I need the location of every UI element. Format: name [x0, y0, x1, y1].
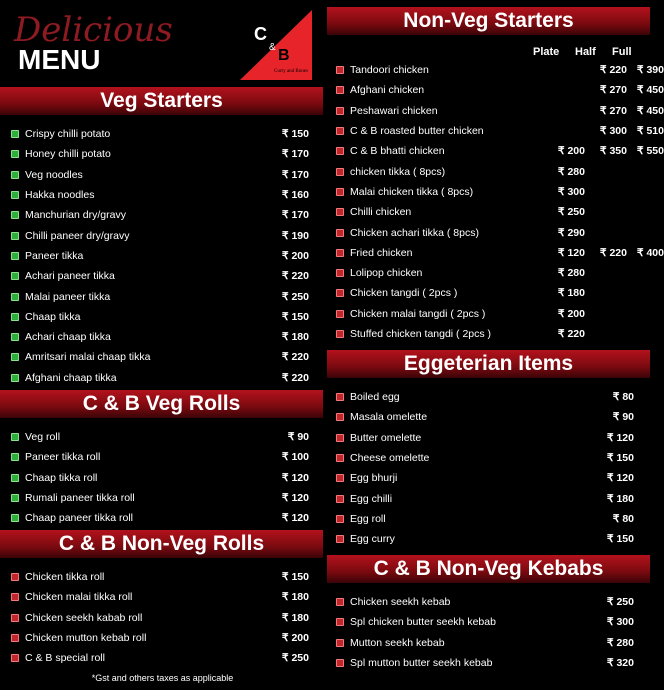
item-name: Lolipop chicken — [350, 267, 423, 280]
price-plate: ₹ 120 — [557, 246, 585, 259]
svg-text:Curry and Bones: Curry and Bones — [274, 69, 308, 74]
section-kebabs-title: C & B Non-Veg Kebabs — [327, 555, 650, 583]
price-half: ₹ 300 — [599, 125, 627, 138]
bullet-icon — [11, 333, 19, 341]
item-name: Boiled egg — [350, 391, 400, 404]
menu-item — [0, 165, 325, 185]
menu-item — [325, 202, 650, 222]
menu-item — [325, 324, 650, 344]
section-veg-starters-title: Veg Starters — [0, 87, 323, 115]
item-name: Chicken tangdi ( 2pcs ) — [350, 287, 458, 300]
menu-item — [325, 182, 650, 202]
price-half: ₹ 220 — [599, 246, 627, 259]
item-name: Malai chicken tikka ( 8pcs) — [350, 185, 474, 198]
item-name: Rumali paneer tikka roll — [25, 492, 135, 505]
menu-item — [325, 80, 664, 100]
menu-item — [325, 468, 650, 488]
item-price: ₹ 120 — [281, 512, 309, 525]
item-name: Peshawari chicken — [350, 104, 438, 117]
menu-item — [0, 144, 325, 164]
bullet-icon — [11, 654, 19, 662]
item-name: Hakka noodles — [25, 189, 95, 202]
item-name: Paneer tikka — [25, 249, 84, 262]
bullet-icon — [11, 514, 19, 522]
item-price: ₹ 150 — [281, 571, 309, 584]
item-name: Fried chicken — [350, 246, 413, 259]
menu-item — [0, 447, 325, 467]
price-plate: ₹ 200 — [557, 307, 585, 320]
menu-item — [0, 427, 325, 447]
item-price: ₹ 90 — [612, 411, 634, 424]
bullet-icon — [11, 433, 19, 441]
menu-item — [325, 509, 650, 529]
price-plate: ₹ 200 — [557, 145, 585, 158]
item-price: ₹ 150 — [606, 533, 634, 546]
bullet-icon — [336, 86, 344, 94]
bullet-icon — [336, 310, 344, 318]
bullet-icon — [11, 252, 19, 260]
menu-item — [0, 488, 325, 508]
item-price: ₹ 180 — [606, 492, 634, 505]
menu-item — [325, 161, 650, 181]
menu-item — [0, 587, 325, 607]
item-price: ₹ 120 — [606, 431, 634, 444]
bullet-icon — [11, 374, 19, 382]
right-column — [325, 0, 664, 690]
kebabs-list — [325, 592, 650, 673]
bullet-icon — [11, 211, 19, 219]
item-name: Chicken malai tangdi ( 2pcs ) — [350, 307, 486, 320]
price-half: ₹ 220 — [599, 64, 627, 77]
price-plate: ₹ 220 — [557, 328, 585, 340]
menu-item — [0, 368, 325, 388]
bullet-icon — [11, 171, 19, 179]
item-price: ₹ 120 — [281, 492, 309, 505]
bullet-icon — [336, 168, 344, 176]
menu-item — [325, 407, 650, 427]
menu-item — [0, 286, 325, 306]
section-veg-rolls-title: C & B Veg Rolls — [0, 390, 323, 418]
item-price: ₹ 120 — [606, 472, 634, 485]
item-name: C & B roasted butter chicken — [350, 125, 484, 138]
item-price: ₹ 100 — [281, 451, 309, 464]
item-name: Chicken achari tikka ( 8pcs) — [350, 226, 479, 239]
menu-item — [325, 592, 650, 612]
left-column — [0, 0, 325, 690]
price-full: ₹ 450 — [636, 84, 664, 97]
price-plate: ₹ 250 — [557, 206, 585, 219]
menu-item — [0, 266, 325, 286]
bullet-icon — [336, 229, 344, 237]
item-price: ₹ 200 — [281, 249, 309, 262]
bullet-icon — [336, 269, 344, 277]
item-name: C & B bhatti chicken — [350, 145, 445, 158]
menu-item — [325, 222, 650, 242]
svg-text:C: C — [254, 24, 267, 44]
item-name: Spl mutton butter seekh kebab — [350, 657, 493, 670]
menu-item — [0, 327, 325, 347]
bullet-icon — [11, 313, 19, 321]
section-egg-title: Eggeterian Items — [327, 350, 650, 378]
section-nonveg-rolls-title: C & B Non-Veg Rolls — [0, 530, 323, 558]
item-price: ₹ 150 — [281, 310, 309, 323]
price-plate: ₹ 300 — [557, 185, 585, 198]
menu-item — [325, 612, 650, 632]
title-main: MENU — [18, 44, 101, 75]
bullet-icon — [336, 474, 344, 482]
svg-text:&: & — [269, 42, 276, 53]
bullet-icon — [336, 618, 344, 626]
bullet-icon — [336, 393, 344, 401]
menu-item — [0, 347, 325, 367]
column-header-plate: Plate — [533, 46, 560, 58]
item-name: Veg roll — [25, 431, 61, 444]
bullet-icon — [11, 573, 19, 581]
item-price: ₹ 200 — [281, 632, 309, 645]
bullet-icon — [336, 598, 344, 606]
item-price: ₹ 320 — [606, 657, 634, 670]
item-price: ₹ 80 — [612, 512, 634, 525]
bullet-icon — [336, 495, 344, 503]
bullet-icon — [11, 494, 19, 502]
bullet-icon — [336, 330, 344, 338]
menu-item — [325, 304, 650, 324]
menu-item — [0, 205, 325, 225]
menu-item — [0, 307, 325, 327]
menu-item — [325, 141, 664, 161]
item-price: ₹ 300 — [606, 616, 634, 629]
price-full: ₹ 510 — [636, 125, 664, 138]
bullet-icon — [336, 147, 344, 155]
menu-item — [325, 243, 664, 263]
menu-item — [325, 263, 650, 283]
item-name: chicken tikka ( 8pcs) — [350, 165, 446, 178]
price-half: ₹ 350 — [599, 145, 627, 158]
bullet-icon — [11, 634, 19, 642]
item-name: Egg chilli — [350, 492, 393, 505]
item-price: ₹ 180 — [281, 611, 309, 624]
menu-item — [0, 468, 325, 488]
item-name: Egg bhurji — [350, 472, 398, 485]
bullet-icon — [336, 188, 344, 196]
bullet-icon — [336, 289, 344, 297]
menu-item — [0, 628, 325, 648]
item-price: ₹ 280 — [606, 636, 634, 649]
item-price: ₹ 150 — [281, 128, 309, 141]
item-price: ₹ 220 — [281, 371, 309, 384]
bullet-icon — [336, 413, 344, 421]
menu-item — [0, 246, 325, 266]
bullet-icon — [336, 535, 344, 543]
price-half: ₹ 270 — [599, 84, 627, 97]
bullet-icon — [336, 659, 344, 667]
menu-item — [325, 633, 650, 653]
bullet-icon — [336, 107, 344, 115]
menu-item — [0, 185, 325, 205]
item-name: Chilli paneer dry/gravy — [25, 229, 130, 242]
item-name: Honey chilli potato — [25, 148, 111, 161]
bullet-icon — [336, 208, 344, 216]
svg-text:B: B — [278, 47, 290, 64]
bullet-icon — [11, 272, 19, 280]
item-price: ₹ 180 — [281, 591, 309, 604]
menu-item — [0, 608, 325, 628]
column-header-full: Full — [612, 46, 632, 58]
item-price: ₹ 90 — [287, 431, 309, 444]
price-plate: ₹ 280 — [557, 165, 585, 178]
item-name: Mutton seekh kebab — [350, 636, 445, 649]
item-name: Chicken malai tikka roll — [25, 591, 133, 604]
item-name: Manchurian dry/gravy — [25, 209, 126, 222]
menu-item — [325, 283, 650, 303]
bullet-icon — [11, 293, 19, 301]
item-name: Afghani chaap tikka — [25, 371, 117, 384]
item-name: Achari paneer tikka — [25, 270, 115, 283]
logo — [240, 10, 312, 80]
menu-item — [325, 101, 664, 121]
bullet-icon — [11, 474, 19, 482]
item-name: Chaap tikka — [25, 310, 81, 323]
item-name: Chaap tikka roll — [25, 471, 98, 484]
item-price: ₹ 250 — [606, 596, 634, 609]
item-name: Egg roll — [350, 512, 386, 525]
bullet-icon — [11, 353, 19, 361]
item-price: ₹ 250 — [281, 290, 309, 303]
item-price: ₹ 120 — [281, 471, 309, 484]
item-name: Spl chicken butter seekh kebab — [350, 616, 496, 629]
item-price: ₹ 80 — [612, 391, 634, 404]
item-name: Amritsari malai chaap tikka — [25, 351, 151, 364]
item-name: Egg curry — [350, 533, 395, 546]
footnote: *Gst and others taxes as applicable — [91, 673, 234, 683]
item-name: Veg noodles — [25, 168, 83, 181]
bullet-icon — [11, 130, 19, 138]
item-name: Chicken seekh kabab roll — [25, 611, 143, 624]
item-name: C & B special roll — [25, 652, 105, 665]
item-name: Afghani chicken — [350, 84, 425, 97]
item-name: Tandoori chicken — [350, 64, 429, 77]
bullet-icon — [11, 593, 19, 601]
item-name: Chicken seekh kebab — [350, 596, 451, 609]
menu-item — [325, 653, 650, 673]
item-price: ₹ 170 — [281, 168, 309, 181]
item-price: ₹ 250 — [281, 652, 309, 665]
menu-item — [325, 529, 650, 549]
egg-items-list — [325, 387, 650, 549]
section-nonveg-starters-title: Non-Veg Starters — [327, 7, 650, 35]
price-full: ₹ 550 — [636, 145, 664, 158]
price-full: ₹ 450 — [636, 104, 664, 117]
bullet-icon — [336, 434, 344, 442]
bullet-icon — [11, 191, 19, 199]
nonveg-rolls-list — [0, 567, 325, 668]
price-full: ₹ 390 — [636, 64, 664, 77]
item-price: ₹ 220 — [281, 270, 309, 283]
item-price: ₹ 160 — [281, 189, 309, 202]
bullet-icon — [11, 453, 19, 461]
menu-item — [325, 428, 650, 448]
item-price: ₹ 180 — [281, 331, 309, 344]
price-plate: ₹ 280 — [557, 267, 585, 280]
bullet-icon — [336, 454, 344, 462]
item-name: Chilli chicken — [350, 206, 412, 219]
item-name: Cheese omelette — [350, 452, 430, 465]
menu-item — [0, 508, 325, 528]
menu-item — [325, 387, 650, 407]
menu-item — [0, 567, 325, 587]
menu-item — [0, 225, 325, 245]
bullet-icon — [336, 639, 344, 647]
price-half: ₹ 270 — [599, 104, 627, 117]
item-name: Malai paneer tikka — [25, 290, 111, 303]
item-name: Paneer tikka roll — [25, 451, 101, 464]
item-name: Crispy chilli potato — [25, 128, 111, 141]
item-price: ₹ 220 — [281, 351, 309, 364]
bullet-icon — [336, 249, 344, 257]
price-full: ₹ 400 — [636, 246, 664, 259]
menu-item — [325, 121, 664, 141]
menu-item — [325, 448, 650, 468]
item-price: ₹ 190 — [281, 229, 309, 242]
bullet-icon — [336, 66, 344, 74]
column-header-half: Half — [575, 46, 596, 58]
item-name: Masala omelette — [350, 411, 428, 424]
menu-item — [325, 60, 664, 80]
item-name: Chicken mutton kebab roll — [25, 632, 147, 645]
item-name: Chicken tikka roll — [25, 571, 105, 584]
item-name: Achari chaap tikka — [25, 331, 111, 344]
item-price: ₹ 170 — [281, 148, 309, 161]
price-plate: ₹ 290 — [557, 226, 585, 239]
item-name: Stuffed chicken tangdi ( 2pcs ) — [350, 328, 492, 340]
item-name: Butter omelette — [350, 431, 422, 444]
menu-item — [325, 488, 650, 508]
title-script: Delicious — [14, 10, 173, 50]
nonveg-starters-list — [325, 60, 664, 344]
item-price: ₹ 150 — [606, 452, 634, 465]
item-price: ₹ 170 — [281, 209, 309, 222]
price-plate: ₹ 180 — [557, 287, 585, 300]
veg-rolls-list — [0, 427, 325, 528]
bullet-icon — [11, 614, 19, 622]
bullet-icon — [336, 127, 344, 135]
bullet-icon — [336, 515, 344, 523]
menu-item — [0, 124, 325, 144]
veg-starters-list — [0, 124, 325, 388]
item-name: Chaap paneer tikka roll — [25, 512, 133, 525]
menu-item — [0, 648, 325, 668]
bullet-icon — [11, 150, 19, 158]
bullet-icon — [11, 232, 19, 240]
